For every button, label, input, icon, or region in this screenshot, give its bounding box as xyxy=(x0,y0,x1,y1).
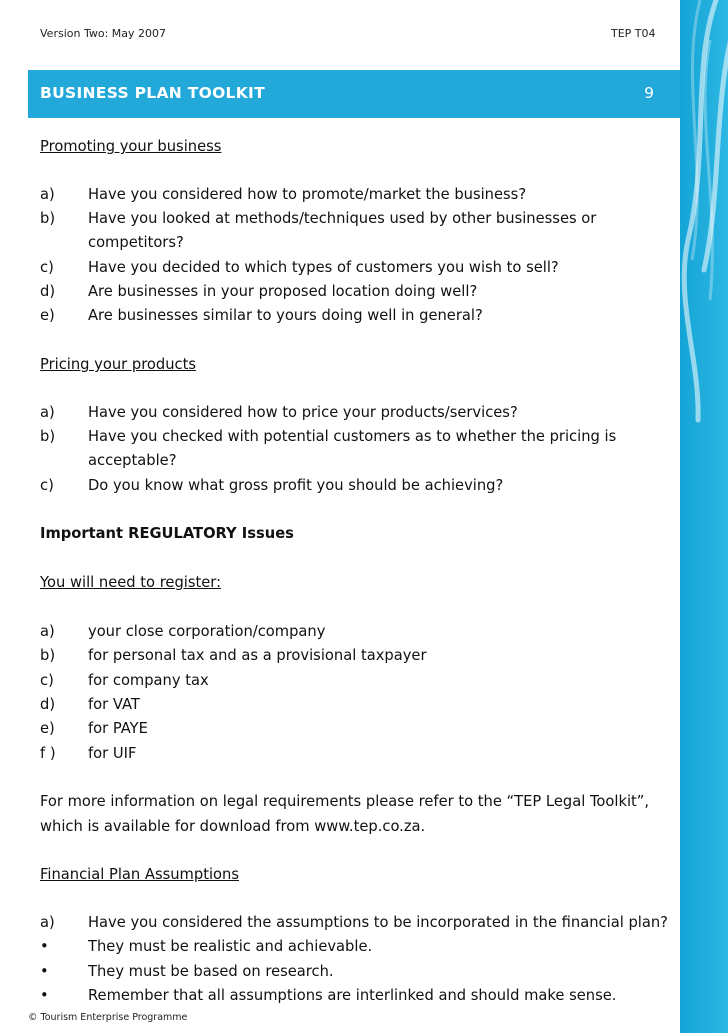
legal-note-line: For more information on legal requirements please refer to the “TEP Legal Toolkit”, xyxy=(40,793,650,810)
subheading-register: You will need to register: xyxy=(40,574,222,591)
document-reference: TEP T04 xyxy=(611,27,656,40)
version-label: Version Two: May 2007 xyxy=(40,27,167,40)
page-number: 9 xyxy=(644,84,654,102)
title-banner xyxy=(28,70,680,118)
heading-pricing: Pricing your products xyxy=(40,356,197,373)
heading-promoting: Promoting your business xyxy=(40,138,222,155)
banner-title: BUSINESS PLAN TOOLKIT xyxy=(40,84,265,102)
decorative-side-panel xyxy=(680,0,728,1033)
heading-regulatory: Important REGULATORY Issues xyxy=(40,525,294,542)
wave-lines-graphic xyxy=(680,0,728,1033)
copyright-footer: © Tourism Enterprise Programme xyxy=(28,1012,188,1023)
heading-financial: Financial Plan Assumptions xyxy=(40,866,239,883)
legal-note-line: which is available for download from www.tep.co.za. xyxy=(40,818,426,835)
